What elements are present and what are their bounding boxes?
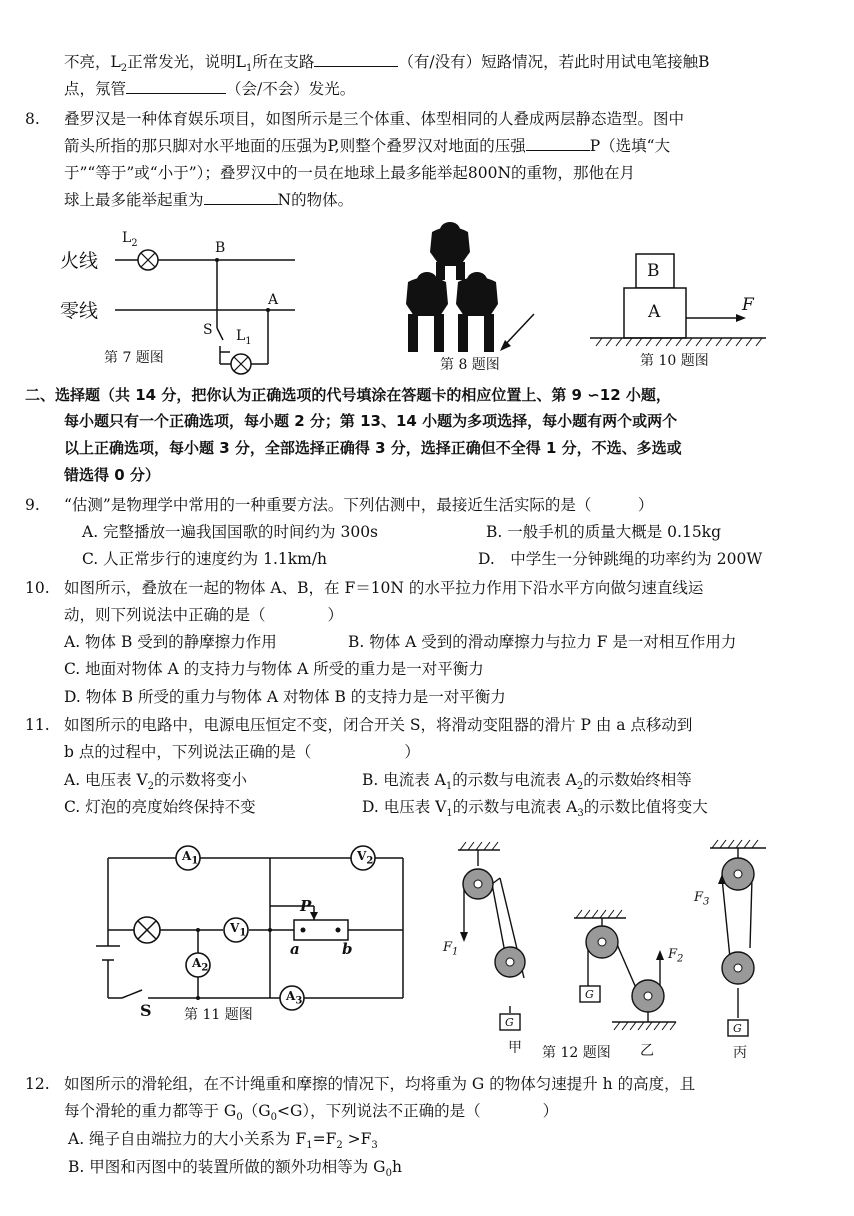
q10-option-d: D. 物体 B 所受的重力与物体 A 对物体 B 的支持力是一对平衡力 (64, 688, 506, 706)
q11-option-d: D. 电压表 $V_1$的示数与电流表 $A_3$的示数比值将变大 (362, 798, 708, 820)
fig10-B-label: B (647, 261, 660, 281)
q7-text-line2: 点，氖管 （会/不会）发光。 (64, 77, 355, 101)
q10-number: 10. (25, 579, 50, 597)
fig10-F-label: F (742, 295, 754, 315)
q8-line4: 球上最多能举起重为 N的物体。 (64, 188, 353, 212)
fig11-V2-label: $V_2$ (357, 849, 374, 867)
fig12-G-label-yi: G (585, 988, 594, 1001)
section2-heading-line1: 二、选择题（共 14 分，把你认为正确选项的代号填涂在答题卡的相应位置上、第 9 ∽12 小题， (25, 386, 671, 404)
q8-line2: 箭头所指的那只脚对水平地面的压强为P,则整个叠罗汉对地面的压强 P（选填“大 (64, 134, 670, 158)
fig11-caption: 第 11 题图 (184, 1007, 253, 1023)
fig12-bing-label: 丙 (733, 1045, 747, 1061)
fig7-A-label: A (268, 292, 279, 308)
q12-line1: 如图所示的滑轮组，在不计绳重和摩擦的情况下，均将重为 G 的物体匀速提升 h 的高度，且 (64, 1075, 696, 1093)
fig7-S-label: S (203, 322, 213, 338)
q11-option-b: B. 电流表 $A_1$的示数与电流表 $A_2$的示数始终相等 (362, 771, 692, 793)
fig12-F1-label: $F_1$ (443, 940, 459, 958)
q12-option-a: A. 绳子自由端拉力的大小关系为 $F_1=F_2 >F_3$ (68, 1130, 378, 1152)
q7-text-line1: 不亮，$L_2$正常发光，说明$L_1$所在支路 （有/没有）短路情况，若此时用试电笔接触B (64, 50, 709, 81)
section2-heading-line4: 错选得 0 分） (64, 466, 160, 484)
q10-option-a: A. 物体 B 受到的静摩擦力作用 (64, 633, 277, 651)
q11-option-a: A. 电压表 $V_2$的示数将变小 (64, 771, 248, 793)
q8-number: 8. (25, 110, 40, 128)
fig12-jia-label: 甲 (508, 1040, 522, 1056)
fig11-b-label: b (342, 940, 353, 958)
answer-blank[interactable] (314, 50, 398, 67)
fig12-F3-label: $F_3$ (694, 890, 710, 908)
fig12-G-label-bing: G (733, 1022, 742, 1035)
fig7-neutral-wire-label: 零线 (60, 300, 99, 322)
fig11-A2-label: $A_2$ (192, 956, 209, 974)
fig11-A3-label: $A_3$ (286, 989, 303, 1007)
section2-heading-line3: 以上正确选项，每小题 3 分，全部选择正确得 3 分，选择正确但不全得 1 分，不选、多选或 (64, 439, 682, 457)
q10-line1: 如图所示，叠放在一起的物体 A、B，在 F＝10N 的水平拉力作用下沿水平方向做匀速直线运 (64, 579, 704, 597)
answer-blank[interactable] (126, 77, 226, 94)
q9-stem: “估测”是物理学中常用的一种重要方法。下列估测中，最接近生活实际的是（ ） (64, 496, 654, 514)
fig8-caption: 第 8 题图 (440, 357, 500, 373)
q11-line1: 如图所示的电路中，电源电压恒定不变，闭合开关 S，将滑动变阻器的滑片 P 由 a 点移动到 (64, 716, 693, 734)
fig7-live-wire-label: 火线 (60, 250, 99, 272)
fig10-caption: 第 10 题图 (640, 353, 709, 369)
q9-option-a: A. 完整播放一遍我国国歌的时间约为 300s (82, 523, 379, 541)
q11-option-c: C. 灯泡的亮度始终保持不变 (64, 798, 256, 816)
q10-option-b: B. 物体 A 受到的滑动摩擦力与拉力 F 是一对相互作用力 (348, 633, 737, 651)
q11-line2: b 点的过程中，下列说法正确的是（ ） (64, 743, 420, 761)
q9-option-b: B. 一般手机的质量大概是 0.15kg (486, 523, 721, 541)
q12-line2: 每个滑轮的重力都等于 $G_0(G_0<G)$，下列说法不正确的是（ ） (64, 1102, 559, 1124)
q10-line2: 动，则下列说法中正确的是（ ） (64, 606, 344, 624)
figure-11-circuit (98, 840, 408, 1020)
fig7-caption: 第 7 题图 (104, 350, 164, 366)
fig11-a-label: a (290, 940, 300, 958)
q8-line1: 叠罗汉是一种体育娱乐项目，如图所示是三个体重、体型相同的人叠成两层静态造型。图中 (64, 110, 685, 128)
q9-option-d: D. 中学生一分钟跳绳的功率约为 200W (478, 550, 763, 568)
q9-option-c: C. 人正常步行的速度约为 1.1km/h (82, 550, 328, 568)
fig7-B-label: B (215, 240, 226, 256)
fig10-A-label: A (648, 302, 661, 322)
q12-number: 12. (25, 1075, 50, 1093)
fig7-L1-label: $L_1$ (236, 328, 252, 347)
fig11-V1-label: $V_1$ (230, 921, 247, 939)
answer-blank[interactable] (204, 188, 278, 205)
fig12-yi-label: 乙 (640, 1043, 654, 1059)
fig12-F2-label: $F_2$ (668, 947, 684, 965)
fig12-caption: 第 12 题图 (542, 1045, 611, 1061)
q8-line3: 于”“等于”或“小于”）；叠罗汉中的一员在地球上最多能举起800N的重物，那他在月 (64, 164, 636, 182)
q9-number: 9. (25, 496, 40, 514)
fig11-A1-label: $A_1$ (182, 849, 199, 867)
figure-12-pulleys (440, 838, 780, 1038)
fig11-P-label: P (300, 897, 312, 915)
q11-number: 11. (25, 716, 50, 734)
q12-option-b: B. 甲图和丙图中的装置所做的额外功相等为 $G_0h$ (68, 1158, 402, 1180)
answer-blank[interactable] (526, 134, 590, 151)
q10-option-c: C. 地面对物体 A 的支持力与物体 A 所受的重力是一对平衡力 (64, 660, 484, 678)
fig11-S-label: S (140, 1001, 152, 1020)
section2-heading-line2: 每小题只有一个正确选项，每小题 2 分；第 13、14 小题为多项选择，每小题有两个或两个 (64, 412, 678, 430)
figure-8-human-pyramid (402, 218, 542, 358)
fig7-L2-label: $L_2$ (122, 230, 138, 249)
fig12-G-label-jia: G (505, 1016, 514, 1029)
